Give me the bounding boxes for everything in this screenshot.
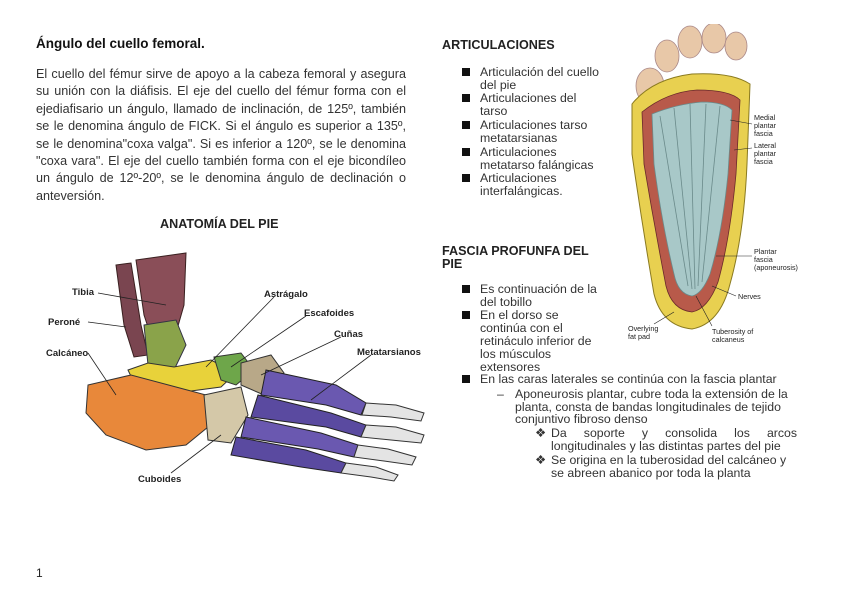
label-tibia: Tibia <box>72 287 94 298</box>
list-item: Es continuación de la del tobillo <box>462 283 622 309</box>
femoral-angle-paragraph: El cuello del fémur sirve de apoyo a la cabeza femoral y asegura su unión con la diáfisis. El eje del cuello del fémur forma con el ejediafisario un ángulo, llamado de inclinación, de 125º, también se le denomina ángulo de FICK. Si el ángulo es superior a 135º, se le denomina"coxa valga". Si es inferior a 120º, se le denomina "coxa vara". El eje del cuello también forma con el eje bicondíleo un ángulo de 12º-20º, se le denomina ángulo de declinación o anteversión. <box>36 67 406 203</box>
label-plantar-fascia: Plantar fascia (aponeurosis) <box>754 247 798 272</box>
bullet-icon <box>462 68 470 76</box>
label-nerves: Nerves <box>738 292 761 301</box>
bullet-icon <box>462 375 470 383</box>
label-perone: Peroné <box>48 317 81 328</box>
plantar-fascia-illustration <box>612 24 818 354</box>
list-item: Articulaciones interfalángicas. <box>462 172 622 198</box>
list-item: Articulaciones tarso metatarsianas <box>462 119 622 145</box>
label-medial-plantar-fascia: Medial plantar fascia <box>754 113 776 138</box>
label-astragalo: Astrágalo <box>264 289 308 300</box>
bullet-icon <box>462 311 470 319</box>
list-item: Articulaciones del tarso <box>462 92 622 118</box>
anatomy-heading: ANATOMÍA DEL PIE <box>160 217 279 231</box>
bullet-icon <box>462 174 470 182</box>
sub-list-item: – Aponeurosis plantar, cubre toda la extensión de la planta, consta de bandas longitudinales de tejido conjuntivo fibroso denso <box>497 387 788 426</box>
diamond-bullet-icon: ❖ <box>535 453 547 467</box>
sub-sub-list-item: ❖ Se origina en la tuberosidad del calcáneo y se abreen abanico por toda la planta <box>535 453 787 480</box>
label-escafoides: Escafoides <box>304 308 355 319</box>
label-cunas: Cuñas <box>334 329 364 340</box>
bullet-icon <box>462 94 470 102</box>
foot-anatomy-illustration <box>36 245 428 495</box>
fascia-heading: FASCIA PROFUNFA DEL PIE <box>442 244 589 271</box>
diamond-bullet-icon: ❖ <box>535 426 547 440</box>
bullet-icon <box>462 285 470 293</box>
label-cuboides: Cuboides <box>138 474 182 485</box>
page-number: 1 <box>36 566 43 580</box>
list-item: En el dorso se continúa con el retináculo inferior de los músculos extensores <box>462 309 622 375</box>
section-title-femoral-angle: Ángulo del cuello femoral. <box>36 36 205 51</box>
list-item: Articulación del cuello del pie <box>462 66 622 92</box>
articulaciones-heading: ARTICULACIONES <box>442 38 555 52</box>
label-tuberosity-calcaneus: Tuberosity of calcaneus <box>712 327 754 344</box>
label-lateral-plantar-fascia: Lateral plantar fascia <box>754 141 776 166</box>
bullet-icon <box>462 121 470 129</box>
list-item: Articulaciones metatarso falángicas <box>462 146 622 172</box>
label-overlying-fat-pad: Overlying fat pad <box>628 324 659 341</box>
label-calcaneo: Calcáneo <box>46 348 89 359</box>
sub-sub-list-item: ❖ Da soporte y consolida los arcos longitudinales y las distintas partes del pie <box>535 426 798 453</box>
bullet-icon <box>462 148 470 156</box>
list-item: En las caras laterales se continúa con la fascia plantar <box>462 373 822 387</box>
label-metatarsianos: Metatarsianos <box>357 347 421 358</box>
